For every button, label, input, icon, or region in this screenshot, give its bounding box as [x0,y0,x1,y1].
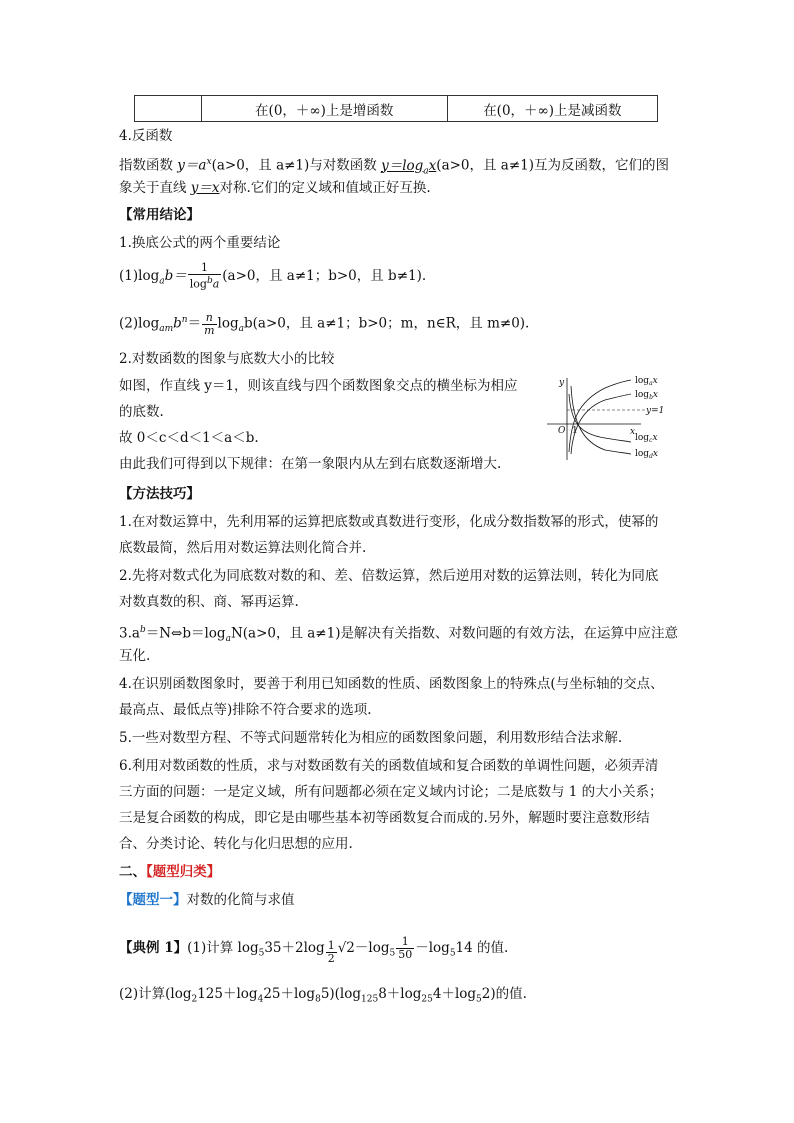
method-6b: 三方面的问题：一是定义域，所有问题都必须在定义域内讨论；二是底数与 1 的大小关系； [119,784,663,800]
y1-label: y=1 [646,406,665,416]
graph-para-1: 如图，作直线 y＝1，则该直线与四个函数图象交点的横坐标为相应 [119,378,518,394]
method-3a: $3.a^b=N\Leftrightarrow b=\log_aN(a>0$，且 a≠1)是解决有关指数、对数问题的有效方法，在运算中应注意 [119,625,678,645]
method-1b: 底数最简，然后用对数运算法则化简合并. [119,540,367,556]
common-item-1: 1.换底公式的两个重要结论 [119,235,281,251]
x-axis-label: x [630,427,636,437]
method-2a: 2.先将对数式化为同底数对数的和、差、倍数运算，然后逆用对数的运算法则，转化为同底 [119,568,659,584]
section-2-heading: 二、【题型归类】 [119,864,221,880]
table-row [135,96,658,122]
method-1a: 1.在对数运算中，先利用幂的运算把底数或真数进行变形，化成分数指数幂的形式，使幂的 [119,514,659,530]
method-2b: 对数真数的积、商、幂再运算. [119,594,299,610]
curve-c-label: $\log_cx$ [635,433,658,444]
graph-para-4: 由此我们可得到以下规律：在第一象限内从左到右底数逐渐增大. [119,456,502,472]
curve-d-label: $\log_dx$ [635,449,658,460]
formula-2: $(2)\log_{am}b^n=$ $\frac{n}{m}$ $\log_ab(a>0$，且 a≠1；b>0；m，n∈R，且 m≠0). [119,310,530,337]
method-4b: 最高点、最低点等)排除不符合要求的选项. [119,702,372,718]
origin-label: O [558,426,566,436]
method-5: 5.一些对数型方程、不等式问题常转化为相应的函数图象问题，利用数形结合法求解. [119,730,623,746]
curve-log-a [569,380,631,452]
decreasing-text: 在(0，＋∞)上是减函数 [483,102,622,119]
curve-log-c [569,394,631,442]
method-6a: 6.利用对数函数的性质，求与对数函数有关的函数值域和复合函数的单调性问题，必须弄清 [119,758,659,774]
monotonicity-table [134,95,658,122]
curve-b-label: $\log_bx$ [635,390,658,401]
common-heading: 【常用结论】 [119,207,200,223]
inverse-heading: 4.反函数 [119,128,173,144]
table-cell [201,96,447,122]
table-cell [447,96,657,122]
inverse-line-2: 象关于直线 y＝x对称.它们的定义域和值域正好互换. [119,180,431,196]
increasing-text: 在(0，＋∞)上是增函数 [255,102,394,119]
log-curves-figure [545,372,675,462]
common-item-2: 2.对数函数的图象与底数大小的比较 [119,351,335,367]
table-cell [135,96,202,122]
one-label: 1 [572,426,578,436]
example-1-question-1: 【典例 1】(1)计算 $\log_535+2\log$ $\frac{1}{2}$ $√2-\log_5$ $\frac{1}{50}$ $-\log_514$ 的值. [119,935,509,965]
example-1-question-2: (2)计算$(\log_2125+\log_425+\log_85)(\log_{125}8+\log_{25}4+\log_52)$的值. [119,986,527,1005]
method-4a: 4.在识别函数图象时，要善于利用已知函数的性质、函数图象上的特殊点(与坐标轴的交点、 [119,676,664,692]
methods-heading: 【方法技巧】 [119,486,200,502]
formula-1: $(1)\log_ab=$ $\frac{1}{\log^ba}$ (a>0，且 a≠1；b>0，且 b≠1). [119,261,427,291]
inverse-line-1: 指数函数 $y=a^x(a>0$，且 a≠1)与对数函数 $y=\log_ax(a>0$，且 a≠1)互为反函数，它们的图 [119,157,670,177]
method-6d: 合、分类讨论、转化与化归思想的应用. [119,836,353,852]
y-axis-label: y [559,378,565,388]
graph-para-2: 的底数. [119,404,164,420]
method-3b: 互化. [119,648,151,664]
curve-a-label: $\log_ax$ [635,376,658,387]
method-6c: 三是复合函数的构成，即它是由哪些基本初等函数复合而成的.另外，解题时要注意数形结 [119,810,650,826]
graph-para-3: 故 0＜c＜d＜1＜a＜b. [119,430,259,446]
type-1-heading: 【题型一】对数的化简与求值 [119,892,295,908]
